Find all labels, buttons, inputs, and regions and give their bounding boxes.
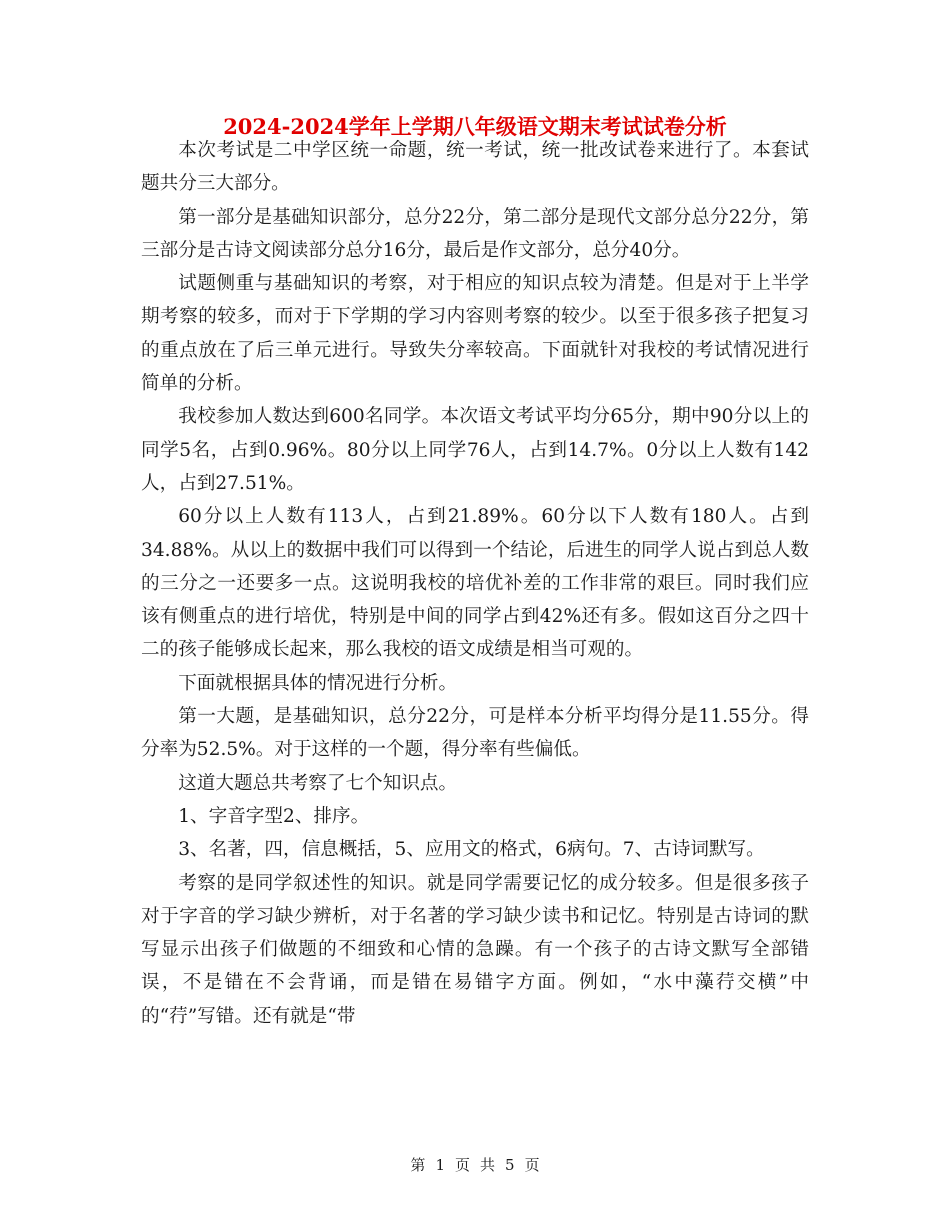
footer-total-suffix: 页	[524, 1156, 540, 1174]
document-title: 2024-2024学年上学期八年级语文期末考试试卷分析	[223, 114, 727, 139]
paragraph: 考察的是同学叙述性的知识。就是同学需要记忆的成分较多。但是很多孩子对于字音的学习缺少辨析，对于名著的学习缺少读书和记忆。特别是古诗词的默写显示出孩子们做题的不细致和心情的急躁。有一个孩子的古诗文默写全部错误，不是错在不会背诵，而是错在易错字方面。例如，“水中藻荇交横”中的“荇”写错。还有就是“带	[141, 872, 809, 1027]
paragraph: 这道大题总共考察了七个知识点。	[178, 772, 458, 794]
document-body	[141, 134, 809, 1033]
footer-page-prefix: 第	[410, 1156, 426, 1174]
paragraph: 第一大题，是基础知识，总分22分，可是样本分析平均得分是11.55分。得分率为52.5%。对于这样的一个题，得分率有些偏低。	[141, 706, 809, 761]
paragraph: 第一部分是基础知识部分，总分22分，第二部分是现代文部分总分22分，第三部分是古诗文阅读部分总分16分，最后是作文部分，总分40分。	[141, 206, 809, 261]
paragraph: 本次考试是二中学区统一命题，统一考试，统一批改试卷来进行了。本套试题共分三大部分。	[141, 140, 809, 195]
paragraph: 3、名著，四，信息概括，5、应用文的格式，6病句。7、古诗词默写。	[178, 839, 765, 861]
paragraph: 1、字音字型2、排序。	[178, 805, 370, 827]
footer-total-pages: 5	[505, 1156, 515, 1174]
paragraph: 我校参加人数达到600名同学。本次语文考试平均分65分，期中90分以上的同学5名，占到0.96%。80分以上同学76人，占到14.7%。0分以上人数有142人，占到27.51%。	[141, 406, 809, 494]
footer-total-prefix: 共	[480, 1156, 496, 1174]
page-footer	[0, 1155, 950, 1175]
paragraph: 60分以上人数有113人，占到21.89%。60分以下人数有180人。占到34.88%。从以上的数据中我们可以得到一个结论，后进生的同学人说占到总人数的三分之一还要多一点。这说明我校的培优补差的工作非常的艰巨。同时我们应该有侧重点的进行培优，特别是中间的同学占到42%还有多。假如这百分之四十二的孩子能够成长起来，那么我校的语文成绩是相当可观的。	[141, 506, 809, 661]
paragraph: 下面就根据具体的情况进行分析。	[178, 672, 458, 694]
footer-page-number: 1	[435, 1156, 445, 1174]
footer-page-mid: 页	[454, 1156, 470, 1174]
paragraph: 试题侧重与基础知识的考察，对于相应的知识点较为清楚。但是对于上半学期考察的较多，而对于下学期的学习内容则考察的较少。以至于很多孩子把复习的重点放在了后三单元进行。导致失分率较高。下面就针对我校的考试情况进行简单的分析。	[141, 273, 809, 395]
